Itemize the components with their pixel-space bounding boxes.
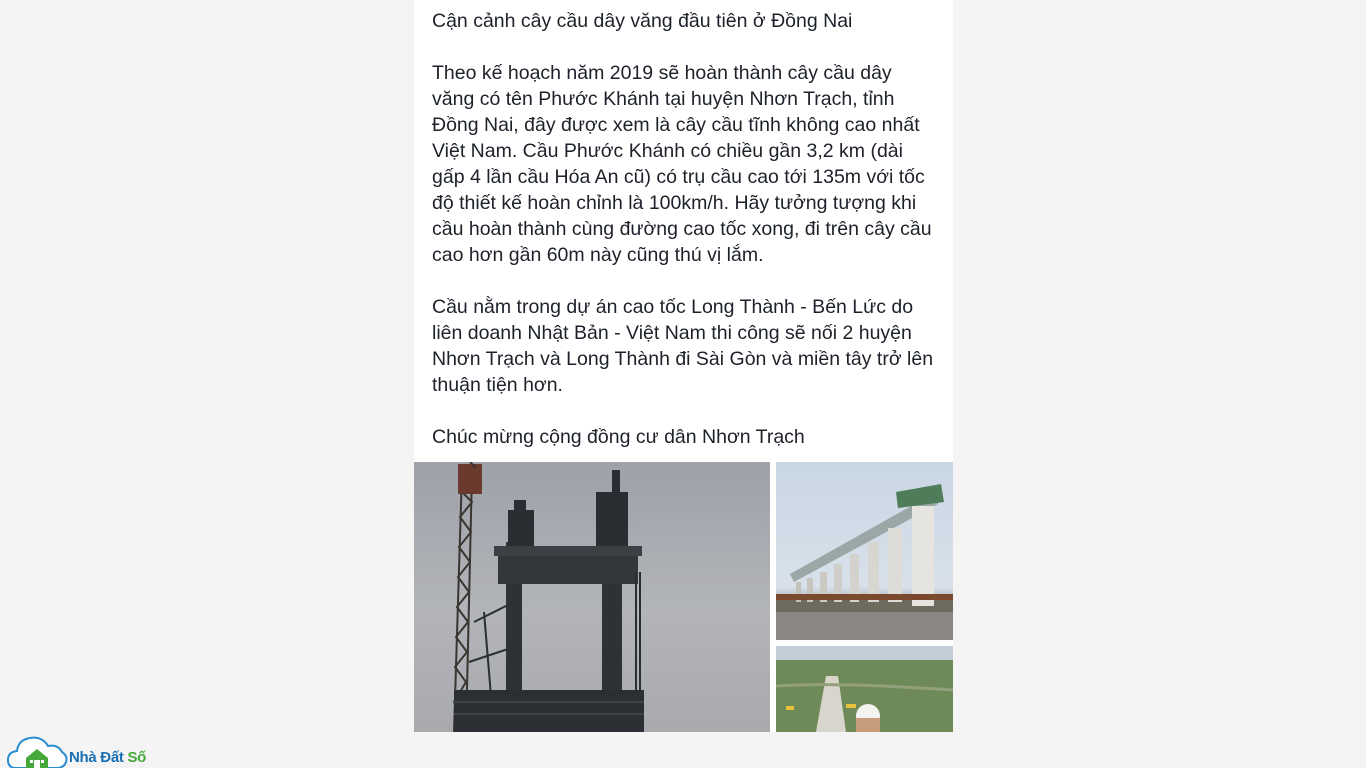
aerial-road-photo[interactable]: [776, 646, 953, 732]
post-paragraph-1: Theo kế hoạch năm 2019 sẽ hoàn thành cây cầu dây văng có tên Phước Khánh tại huyện Nhơn Trạch, tỉnh Đồng Nai, đây được xem là cây cầu tĩnh không cao nhất Việt Nam. Cầu Phước Khánh có chiều gần 3,2 km (dài gấp 4 lần cầu Hóa An cũ) có trụ cầu cao tới 135m với tốc độ thiết kế hoàn chỉnh là 100km/h. Hãy tưởng tượng khi cầu hoàn thành cùng đường cao tốc xong, đi trên cây cầu cao hơn gần 60m này cũng thú vị lắm.: [432, 62, 932, 266]
site-logo[interactable]: [6, 732, 166, 768]
bridge-piers-photo[interactable]: [776, 462, 953, 640]
bridge-pylon-photo[interactable]: [414, 462, 770, 732]
logo-text-part1: Nhà Đất: [69, 749, 128, 766]
post-paragraph-3: Chúc mừng cộng đồng cư dân Nhơn Trạch: [432, 426, 805, 448]
facebook-post: [414, 0, 953, 732]
logo-text-part2: Số: [127, 749, 147, 766]
logo-text: [69, 749, 146, 766]
post-text: [414, 0, 953, 462]
cloud-house-icon: [6, 732, 68, 768]
photo-grid[interactable]: [414, 462, 953, 732]
post-title: Cận cảnh cây cầu dây văng đầu tiên ở Đồng Nai: [432, 10, 853, 32]
post-paragraph-2: Cầu nằm trong dự án cao tốc Long Thành - Bến Lức do liên doanh Nhật Bản - Việt Nam thi công sẽ nối 2 huyện Nhơn Trạch và Long Thành đi Sài Gòn và miền tây trở lên thuận tiện hơn.: [432, 296, 934, 396]
